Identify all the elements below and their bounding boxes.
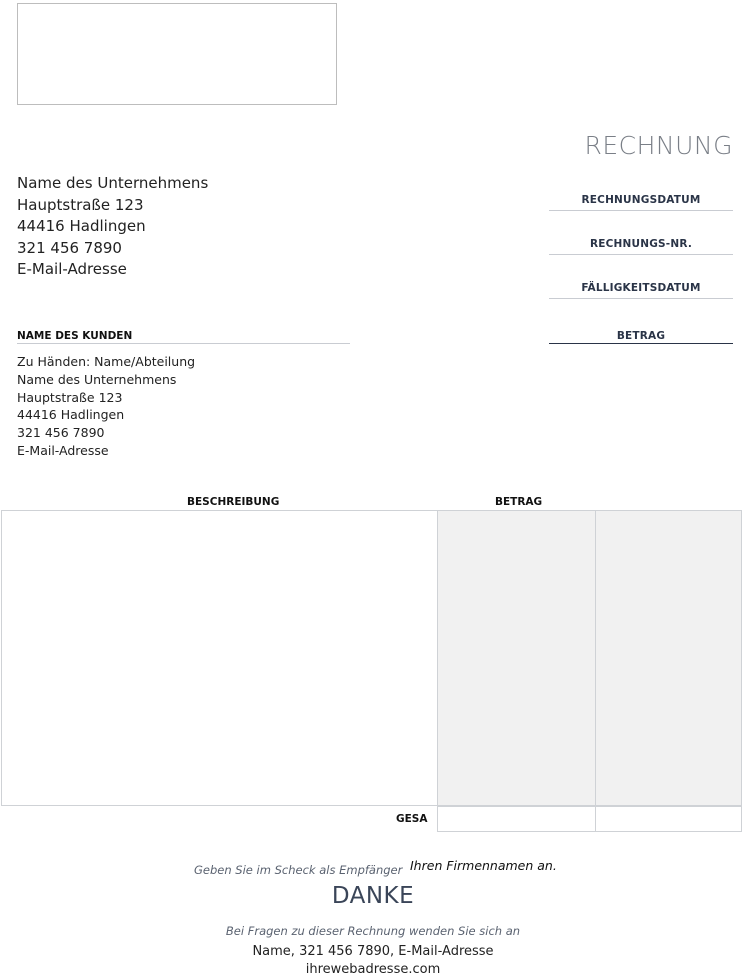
column-divider <box>437 510 438 832</box>
document-title: RECHNUNG <box>584 131 733 160</box>
customer-label: NAME DES KUNDEN <box>17 330 133 342</box>
customer-attention: Zu Händen: Name/Abteilung <box>17 354 196 369</box>
thanks-heading: DANKE <box>331 883 415 909</box>
customer-address <box>17 353 195 460</box>
column-divider <box>595 510 596 832</box>
company-street: Hauptstraße 123 <box>17 195 144 214</box>
contact-line: Name, 321 456 7890, E-Mail-Adresse <box>252 944 494 959</box>
amount-label: BETRAG <box>616 330 666 342</box>
company-email: E-Mail-Adresse <box>17 260 127 278</box>
total-label: GESA <box>396 813 428 825</box>
invoice-number-field[interactable] <box>549 254 733 255</box>
customer-company: Name des Unternehmens <box>17 371 177 387</box>
due-date-field[interactable] <box>549 298 733 299</box>
due-date-label: FÄLLIGKEITSDATUM <box>581 282 701 294</box>
customer-city: 44416 Hadlingen <box>17 407 125 423</box>
customer-phone: 321 456 7890 <box>17 425 105 441</box>
website-link[interactable]: ihrewebadresse.com <box>305 962 441 977</box>
invoice-number-label: RECHNUNGS-NR. <box>589 238 693 250</box>
company-address <box>17 173 208 281</box>
col-header-description: BESCHREIBUNG <box>187 496 280 508</box>
customer-email: E-Mail-Adresse <box>17 442 109 458</box>
invoice-date-field[interactable] <box>549 210 733 211</box>
questions-note: Bei Fragen zu dieser Rechnung wenden Sie sich an <box>225 924 521 938</box>
company-phone: 321 456 7890 <box>17 238 122 257</box>
customer-street: Hauptstraße 123 <box>17 389 123 405</box>
customer-divider <box>17 343 350 344</box>
company-city: 44416 Hadlingen <box>17 217 146 235</box>
logo-placeholder <box>17 3 337 105</box>
amount-column <box>437 511 741 805</box>
amount-field[interactable] <box>549 343 733 344</box>
company-name: Name des Unternehmens <box>17 174 209 192</box>
invoice-date-label: RECHNUNGSDATUM <box>581 194 701 206</box>
col-header-amount: BETRAG <box>495 496 543 508</box>
total-row[interactable] <box>437 806 742 832</box>
check-note: Geben Sie im Scheck als Empfänger <box>194 863 403 877</box>
check-firm-name: Ihren Firmennamen an. <box>410 858 557 873</box>
